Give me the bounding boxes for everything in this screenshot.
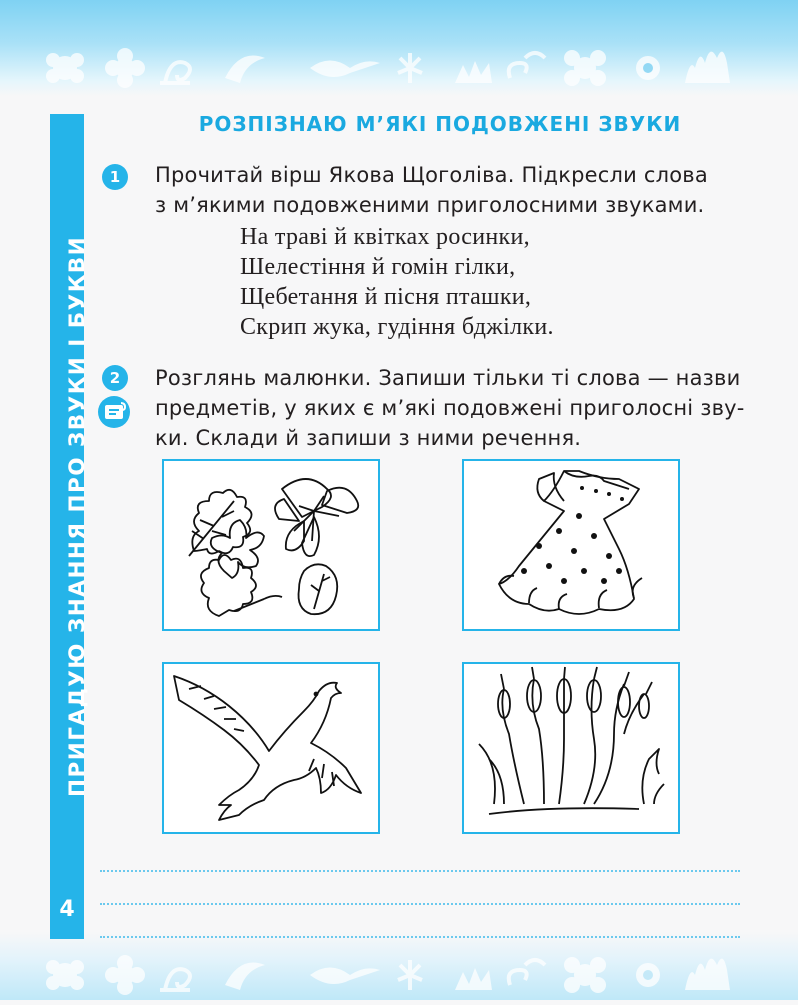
leaves-drawing <box>164 461 378 629</box>
picture-dress <box>462 459 680 631</box>
task-1-line: з м’якими подовженими приголосними звуками. <box>155 193 705 217</box>
poem <box>240 222 554 342</box>
picture-bird <box>162 662 380 834</box>
floral-ornament-bottom <box>0 945 798 1005</box>
task-2-number-badge: 2 <box>102 365 128 391</box>
task-2-line: Розглянь малюнки. Запиши тільки ті слова — назви <box>155 366 741 390</box>
writing-line[interactable] <box>100 936 740 938</box>
writing-line[interactable] <box>100 870 740 872</box>
floral-ornament-top <box>0 38 798 98</box>
poem-line: Шелестіння й гомін гілки, <box>240 254 516 280</box>
dress-drawing <box>464 461 678 629</box>
poem-line: Скрип жука, гудіння бджілки. <box>240 314 554 340</box>
bird-drawing <box>164 664 378 832</box>
task-1-line: Прочитай вірш Якова Щоголіва. Підкресли слова <box>155 163 708 187</box>
section-title: РОЗПІЗНАЮ М’ЯКІ ПОДОВЖЕНІ ЗВУКИ <box>198 112 682 136</box>
task-2-line: ки. Склади й запиши з ними речення. <box>155 426 582 450</box>
writing-line[interactable] <box>100 903 740 905</box>
task-2-instructions <box>155 363 745 453</box>
task-1-number-badge: 1 <box>102 164 128 190</box>
speech-bubble-icon <box>97 395 131 429</box>
page-number: 4 <box>59 897 75 922</box>
task-1-instructions <box>155 160 745 220</box>
chapter-title: ПРИГАДУЮ ЗНАННЯ ПРО ЗВУКИ І БУКВИ <box>65 235 90 797</box>
task-2-line: предметів, у яких є м’які подовжені приголосні зву- <box>155 396 745 420</box>
poem-line: Щебетання й пісня пташки, <box>240 284 532 310</box>
picture-wheat <box>462 662 680 834</box>
wheat-drawing <box>464 664 678 832</box>
poem-line: На траві й квітках росинки, <box>240 224 530 250</box>
picture-leaves <box>162 459 380 631</box>
